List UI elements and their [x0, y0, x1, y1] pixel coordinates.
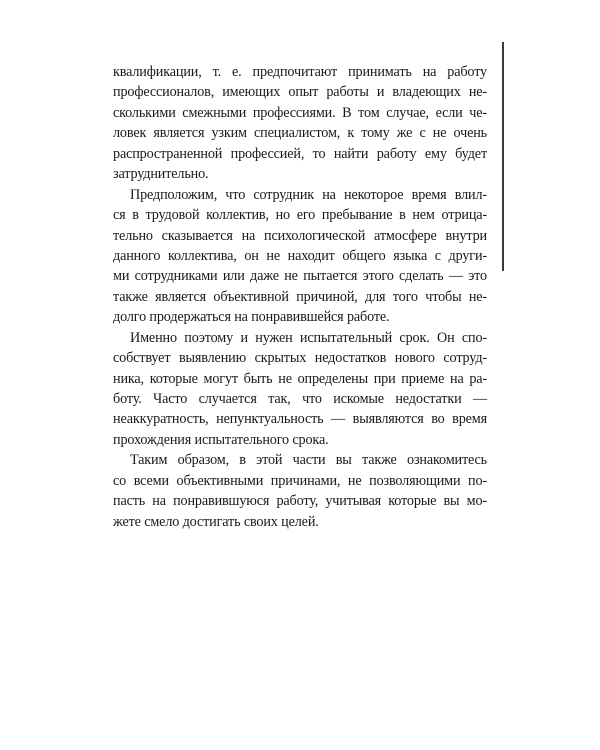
text-line: ми сотрудниками или даже не пытается этого сделать — это — [113, 268, 487, 285]
paragraph-4 — [113, 450, 487, 532]
text-line: Таким образом, в этой части вы также ознакомитесь — [130, 452, 487, 469]
text-line: Именно поэтому и нужен испытательный срок. Он спо- — [130, 329, 487, 346]
text-line: ника, которые могут быть не определены при приеме на ра- — [113, 370, 487, 387]
text-line: Предположим, что сотрудник на некоторое время влил- — [130, 186, 487, 203]
text-line: со всеми объективными причинами, не позволяющими по- — [113, 472, 487, 489]
text-line: профессионалов, имеющих опыт работы и владеющих не- — [113, 84, 487, 101]
text-line: долго продержаться на понравившейся работе. — [113, 309, 390, 326]
text-line: затруднительно. — [113, 166, 209, 183]
text-line: тельно сказывается на психологической атмосфере внутри — [113, 227, 487, 244]
text-line: прохождения испытательного срока. — [113, 431, 329, 448]
paragraph-3 — [113, 328, 487, 451]
text-line: сколькими смежными профессиями. В том случае, если че- — [113, 104, 487, 121]
text-line: боту. Часто случается так, что искомые недостатки — — [113, 391, 487, 407]
text-line: данного коллектива, он не находит общего языка с други- — [113, 247, 487, 264]
text-line: пасть на понравившуюся работу, учитывая которые вы мо- — [113, 493, 487, 510]
text-line: неаккуратность, непунктуальность — выявляются во время — [113, 411, 487, 428]
text-line: квалификации, т. е. предпочитают принимать на работу — [113, 64, 487, 80]
text-line: ся в трудовой коллектив, но его пребывание в нем отрица- — [113, 207, 487, 224]
text-line: распространенной профессией, то найти работу ему будет — [113, 145, 487, 162]
text-line: также является объективной причиной, для того чтобы не- — [113, 288, 487, 305]
page-edge-rule — [502, 42, 504, 271]
body-text — [113, 62, 487, 532]
text-line: жете смело достигать своих целей. — [113, 513, 319, 530]
text-line: ловек является узким специалистом, к тому же с не очень — [113, 125, 487, 142]
paragraph-2 — [113, 185, 487, 328]
text-line: собствует выявлению скрытых недостатков нового сотруд- — [113, 350, 487, 367]
paragraph-1 — [113, 62, 487, 185]
